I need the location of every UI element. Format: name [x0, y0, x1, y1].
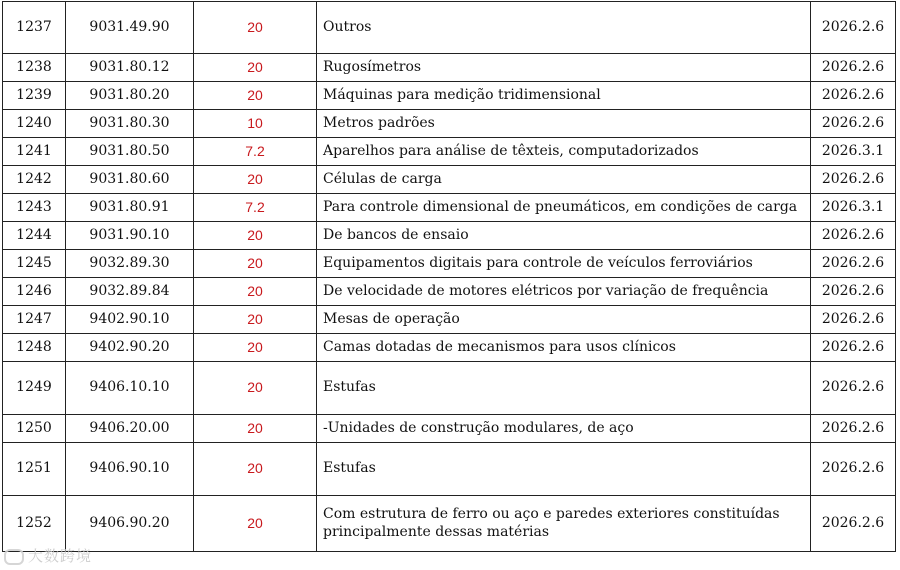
row-number: 1250: [3, 415, 66, 443]
tariff-rate: 20: [194, 415, 317, 443]
effective-date: 2026.2.6: [811, 278, 896, 306]
product-description: Outros: [317, 2, 811, 54]
table-row: [3, 334, 896, 362]
product-description: Máquinas para medição tridimensional: [317, 82, 811, 110]
row-number: 1245: [3, 250, 66, 278]
effective-date: 2026.2.6: [811, 82, 896, 110]
table-row: [3, 415, 896, 443]
row-number: 1243: [3, 194, 66, 222]
product-description: Estufas: [317, 443, 811, 496]
effective-date: 2026.2.6: [811, 306, 896, 334]
effective-date: 2026.3.1: [811, 138, 896, 166]
table-row: [3, 250, 896, 278]
row-number: 1252: [3, 496, 66, 552]
row-number: 1249: [3, 362, 66, 415]
table-row: [3, 362, 896, 415]
product-description: De velocidade de motores elétricos por variação de frequência: [317, 278, 811, 306]
effective-date: 2026.2.6: [811, 110, 896, 138]
row-number: 1248: [3, 334, 66, 362]
ncm-code: 9402.90.20: [66, 334, 194, 362]
row-number: 1251: [3, 443, 66, 496]
effective-date: 2026.2.6: [811, 54, 896, 82]
ncm-code: 9031.90.10: [66, 222, 194, 250]
ncm-code: 9031.80.12: [66, 54, 194, 82]
ncm-code: 9032.89.84: [66, 278, 194, 306]
watermark-logo-icon: [4, 549, 24, 565]
row-number: 1242: [3, 166, 66, 194]
ncm-code: 9406.20.00: [66, 415, 194, 443]
row-number: 1238: [3, 54, 66, 82]
watermark: [4, 545, 92, 566]
ncm-code: 9031.80.91: [66, 194, 194, 222]
tariff-rate: 20: [194, 166, 317, 194]
table-row: [3, 222, 896, 250]
table-row: [3, 306, 896, 334]
table-row: [3, 82, 896, 110]
tariff-rate: 7.2: [194, 194, 317, 222]
row-number: 1241: [3, 138, 66, 166]
ncm-code: 9406.90.20: [66, 496, 194, 552]
effective-date: 2026.3.1: [811, 194, 896, 222]
product-description: Mesas de operação: [317, 306, 811, 334]
ncm-code: 9031.80.30: [66, 110, 194, 138]
effective-date: 2026.2.6: [811, 2, 896, 54]
row-number: 1247: [3, 306, 66, 334]
product-description: Com estrutura de ferro ou aço e paredes exteriores constituídas principalmente dessas matérias: [317, 496, 811, 552]
product-description: Metros padrões: [317, 110, 811, 138]
ncm-code: 9402.90.10: [66, 306, 194, 334]
tariff-rate: 10: [194, 110, 317, 138]
table-row: [3, 278, 896, 306]
tariff-rate: 20: [194, 250, 317, 278]
ncm-code: 9406.90.10: [66, 443, 194, 496]
ncm-code: 9031.49.90: [66, 2, 194, 54]
product-description: Para controle dimensional de pneumáticos, em condições de carga: [317, 194, 811, 222]
ncm-code: 9032.89.30: [66, 250, 194, 278]
tariff-rate: 7.2: [194, 138, 317, 166]
product-description: Rugosímetros: [317, 54, 811, 82]
table-row: [3, 443, 896, 496]
tariff-rate: 20: [194, 362, 317, 415]
tariff-rate: 20: [194, 443, 317, 496]
table-row: [3, 110, 896, 138]
product-description: Camas dotadas de mecanismos para usos clínicos: [317, 334, 811, 362]
product-description: De bancos de ensaio: [317, 222, 811, 250]
row-number: 1244: [3, 222, 66, 250]
row-number: 1246: [3, 278, 66, 306]
product-description: Aparelhos para análise de têxteis, computadorizados: [317, 138, 811, 166]
tariff-rate: 20: [194, 222, 317, 250]
tariff-rate: 20: [194, 306, 317, 334]
tariff-rate: 20: [194, 2, 317, 54]
table-row: [3, 194, 896, 222]
tariff-rate: 20: [194, 278, 317, 306]
row-number: 1237: [3, 2, 66, 54]
tariff-table: [2, 1, 896, 552]
table-row: [3, 138, 896, 166]
row-number: 1240: [3, 110, 66, 138]
ncm-code: 9406.10.10: [66, 362, 194, 415]
effective-date: 2026.2.6: [811, 166, 896, 194]
effective-date: 2026.2.6: [811, 443, 896, 496]
product-description: -Unidades de construção modulares, de aço: [317, 415, 811, 443]
tariff-rate: 20: [194, 334, 317, 362]
tariff-rate: 20: [194, 82, 317, 110]
ncm-code: 9031.80.50: [66, 138, 194, 166]
table-row: [3, 54, 896, 82]
effective-date: 2026.2.6: [811, 334, 896, 362]
effective-date: 2026.2.6: [811, 415, 896, 443]
watermark-text: 大数跨境: [28, 547, 93, 565]
table-row: [3, 496, 896, 552]
effective-date: 2026.2.6: [811, 222, 896, 250]
product-description: Células de carga: [317, 166, 811, 194]
row-number: 1239: [3, 82, 66, 110]
table-row: [3, 2, 896, 54]
effective-date: 2026.2.6: [811, 496, 896, 552]
product-description: Equipamentos digitais para controle de veículos ferroviários: [317, 250, 811, 278]
tariff-rate: 20: [194, 496, 317, 552]
effective-date: 2026.2.6: [811, 250, 896, 278]
effective-date: 2026.2.6: [811, 362, 896, 415]
table-row: [3, 166, 896, 194]
tariff-rate: 20: [194, 54, 317, 82]
ncm-code: 9031.80.20: [66, 82, 194, 110]
product-description: Estufas: [317, 362, 811, 415]
ncm-code: 9031.80.60: [66, 166, 194, 194]
